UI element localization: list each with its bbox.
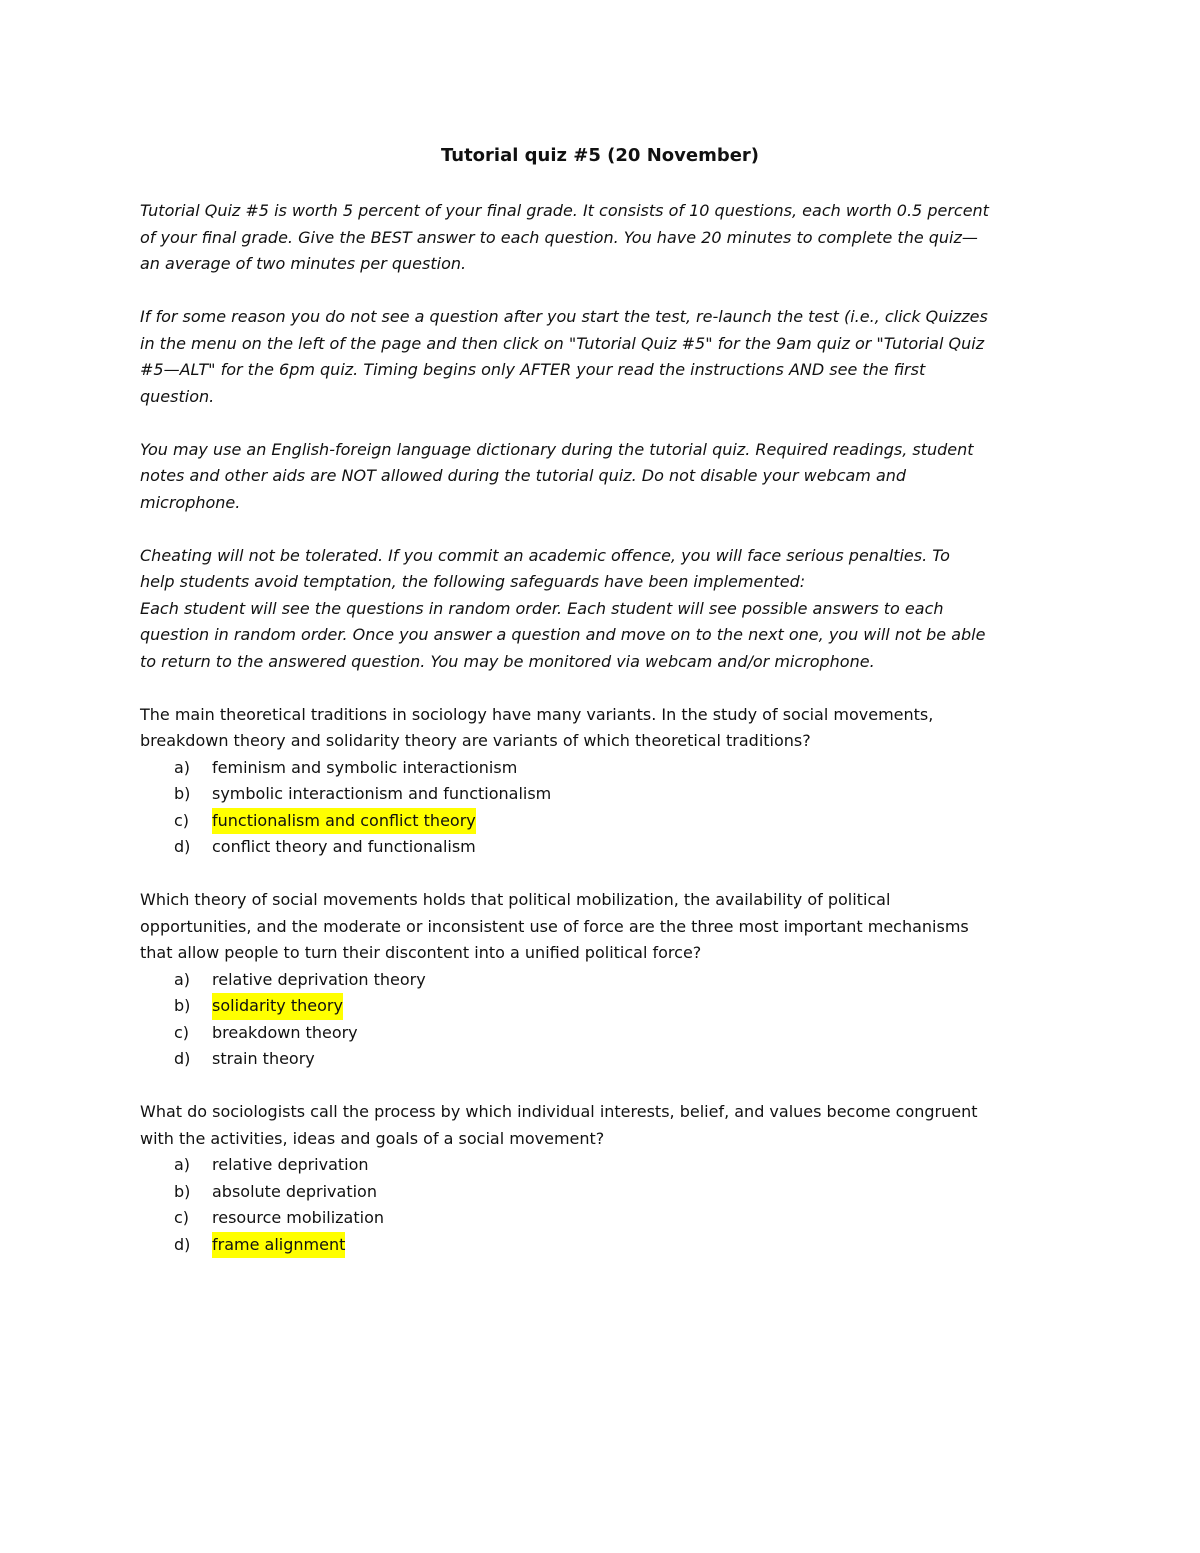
option-text: frame alignment	[212, 1232, 345, 1259]
instruction-line: Each student will see the questions in random order. Each student will see possible answers to each	[140, 598, 944, 618]
question-line: with the activities, ideas and goals of a social movement?	[140, 1128, 605, 1148]
document-page	[140, 140, 1060, 1285]
instruction-line: #5—ALT" for the 6pm quiz. Timing begins only AFTER your read the instructions AND see the first	[140, 360, 926, 379]
answer-option	[140, 993, 1060, 1020]
question-line: breakdown theory and solidarity theory are variants of which theoretical traditions?	[140, 731, 811, 750]
question-text	[140, 887, 1060, 967]
question-block	[140, 702, 1060, 861]
option-letter: d)	[174, 837, 191, 856]
question-line: The main theoretical traditions in sociology have many variants. In the study of social movements,	[140, 704, 934, 724]
answer-option	[140, 1179, 1060, 1206]
instruction-line: Cheating will not be tolerated. If you commit an academic offence, you will face serious penalties. To	[140, 545, 950, 565]
option-text: relative deprivation	[212, 1155, 369, 1174]
option-letter: c)	[174, 1022, 190, 1042]
answer-options	[140, 967, 1060, 1073]
option-text: symbolic interactionism and functionalism	[212, 784, 552, 803]
option-letter: b)	[174, 1181, 191, 1201]
question-line: Which theory of social movements holds that political mobilization, the availability of political	[140, 890, 891, 909]
option-letter: b)	[174, 996, 191, 1015]
instructions-section	[140, 198, 1060, 675]
question-block	[140, 1099, 1060, 1258]
answer-option	[140, 1020, 1060, 1047]
question-line: that allow people to turn their discontent into a unified political force?	[140, 943, 702, 962]
option-letter: d)	[174, 1049, 191, 1068]
instruction-line: You may use an English-foreign language dictionary during the tutorial quiz. Required readings, student	[140, 439, 974, 459]
instruction-paragraph	[140, 198, 1060, 278]
option-text: strain theory	[212, 1049, 315, 1068]
questions-section	[140, 702, 1060, 1259]
option-text: conflict theory and functionalism	[212, 837, 476, 856]
question-text	[140, 1099, 1060, 1152]
question-line: What do sociologists call the process by which individual interests, belief, and values become congruent	[140, 1102, 978, 1121]
option-text: relative deprivation theory	[212, 969, 426, 989]
instruction-line: of your final grade. Give the BEST answer to each question. You have 20 minutes to complete the quiz—	[140, 227, 978, 247]
option-text: solidarity theory	[212, 993, 343, 1020]
answer-options	[140, 755, 1060, 861]
option-letter: a)	[174, 757, 191, 777]
answer-option	[140, 1152, 1060, 1179]
option-letter: c)	[174, 1208, 190, 1227]
instruction-line: notes and other aids are NOT allowed during the tutorial quiz. Do not disable your webcam and	[140, 466, 907, 485]
question-text	[140, 702, 1060, 755]
answer-option	[140, 755, 1060, 782]
option-letter: b)	[174, 784, 191, 803]
instruction-line: to return to the answered question. You may be monitored via webcam and/or microphone.	[140, 651, 875, 671]
instruction-line: help students avoid temptation, the following safeguards have been implemented:	[140, 572, 806, 591]
answer-option	[140, 781, 1060, 808]
instruction-line: an average of two minutes per question.	[140, 254, 467, 273]
answer-options	[140, 1152, 1060, 1258]
answer-option	[140, 1205, 1060, 1232]
instruction-paragraph	[140, 304, 1060, 410]
instruction-paragraph	[140, 543, 1060, 676]
option-text: feminism and symbolic interactionism	[212, 757, 518, 777]
answer-option	[140, 808, 1060, 835]
answer-option	[140, 1232, 1060, 1259]
document-title: Tutorial quiz #5 (20 November)	[440, 145, 760, 166]
answer-option	[140, 834, 1060, 861]
instruction-line: question in random order. Once you answer a question and move on to the next one, you will not be able	[140, 625, 986, 644]
instruction-line: If for some reason you do not see a question after you start the test, re-launch the test (i.e., click Quizzes	[140, 307, 988, 326]
instruction-line: in the menu on the left of the page and then click on "Tutorial Quiz #5" for the 9am quiz or "Tutorial Quiz	[140, 333, 985, 353]
option-letter: c)	[174, 810, 190, 830]
option-text: resource mobilization	[212, 1208, 385, 1227]
question-line: opportunities, and the moderate or inconsistent use of force are the three most important mechanisms	[140, 916, 969, 936]
option-text: functionalism and conflict theory	[212, 808, 476, 835]
answer-option	[140, 967, 1060, 994]
instruction-line: Tutorial Quiz #5 is worth 5 percent of your final grade. It consists of 10 questions, each worth 0.5 percent	[140, 201, 989, 220]
option-text: breakdown theory	[212, 1022, 358, 1042]
instruction-line: question.	[140, 386, 215, 406]
option-letter: a)	[174, 969, 191, 989]
instruction-paragraph	[140, 437, 1060, 517]
option-letter: d)	[174, 1234, 191, 1254]
answer-option	[140, 1046, 1060, 1073]
option-letter: a)	[174, 1155, 191, 1174]
question-block	[140, 887, 1060, 1073]
option-text: absolute deprivation	[212, 1181, 377, 1201]
instruction-line: microphone.	[140, 492, 241, 512]
